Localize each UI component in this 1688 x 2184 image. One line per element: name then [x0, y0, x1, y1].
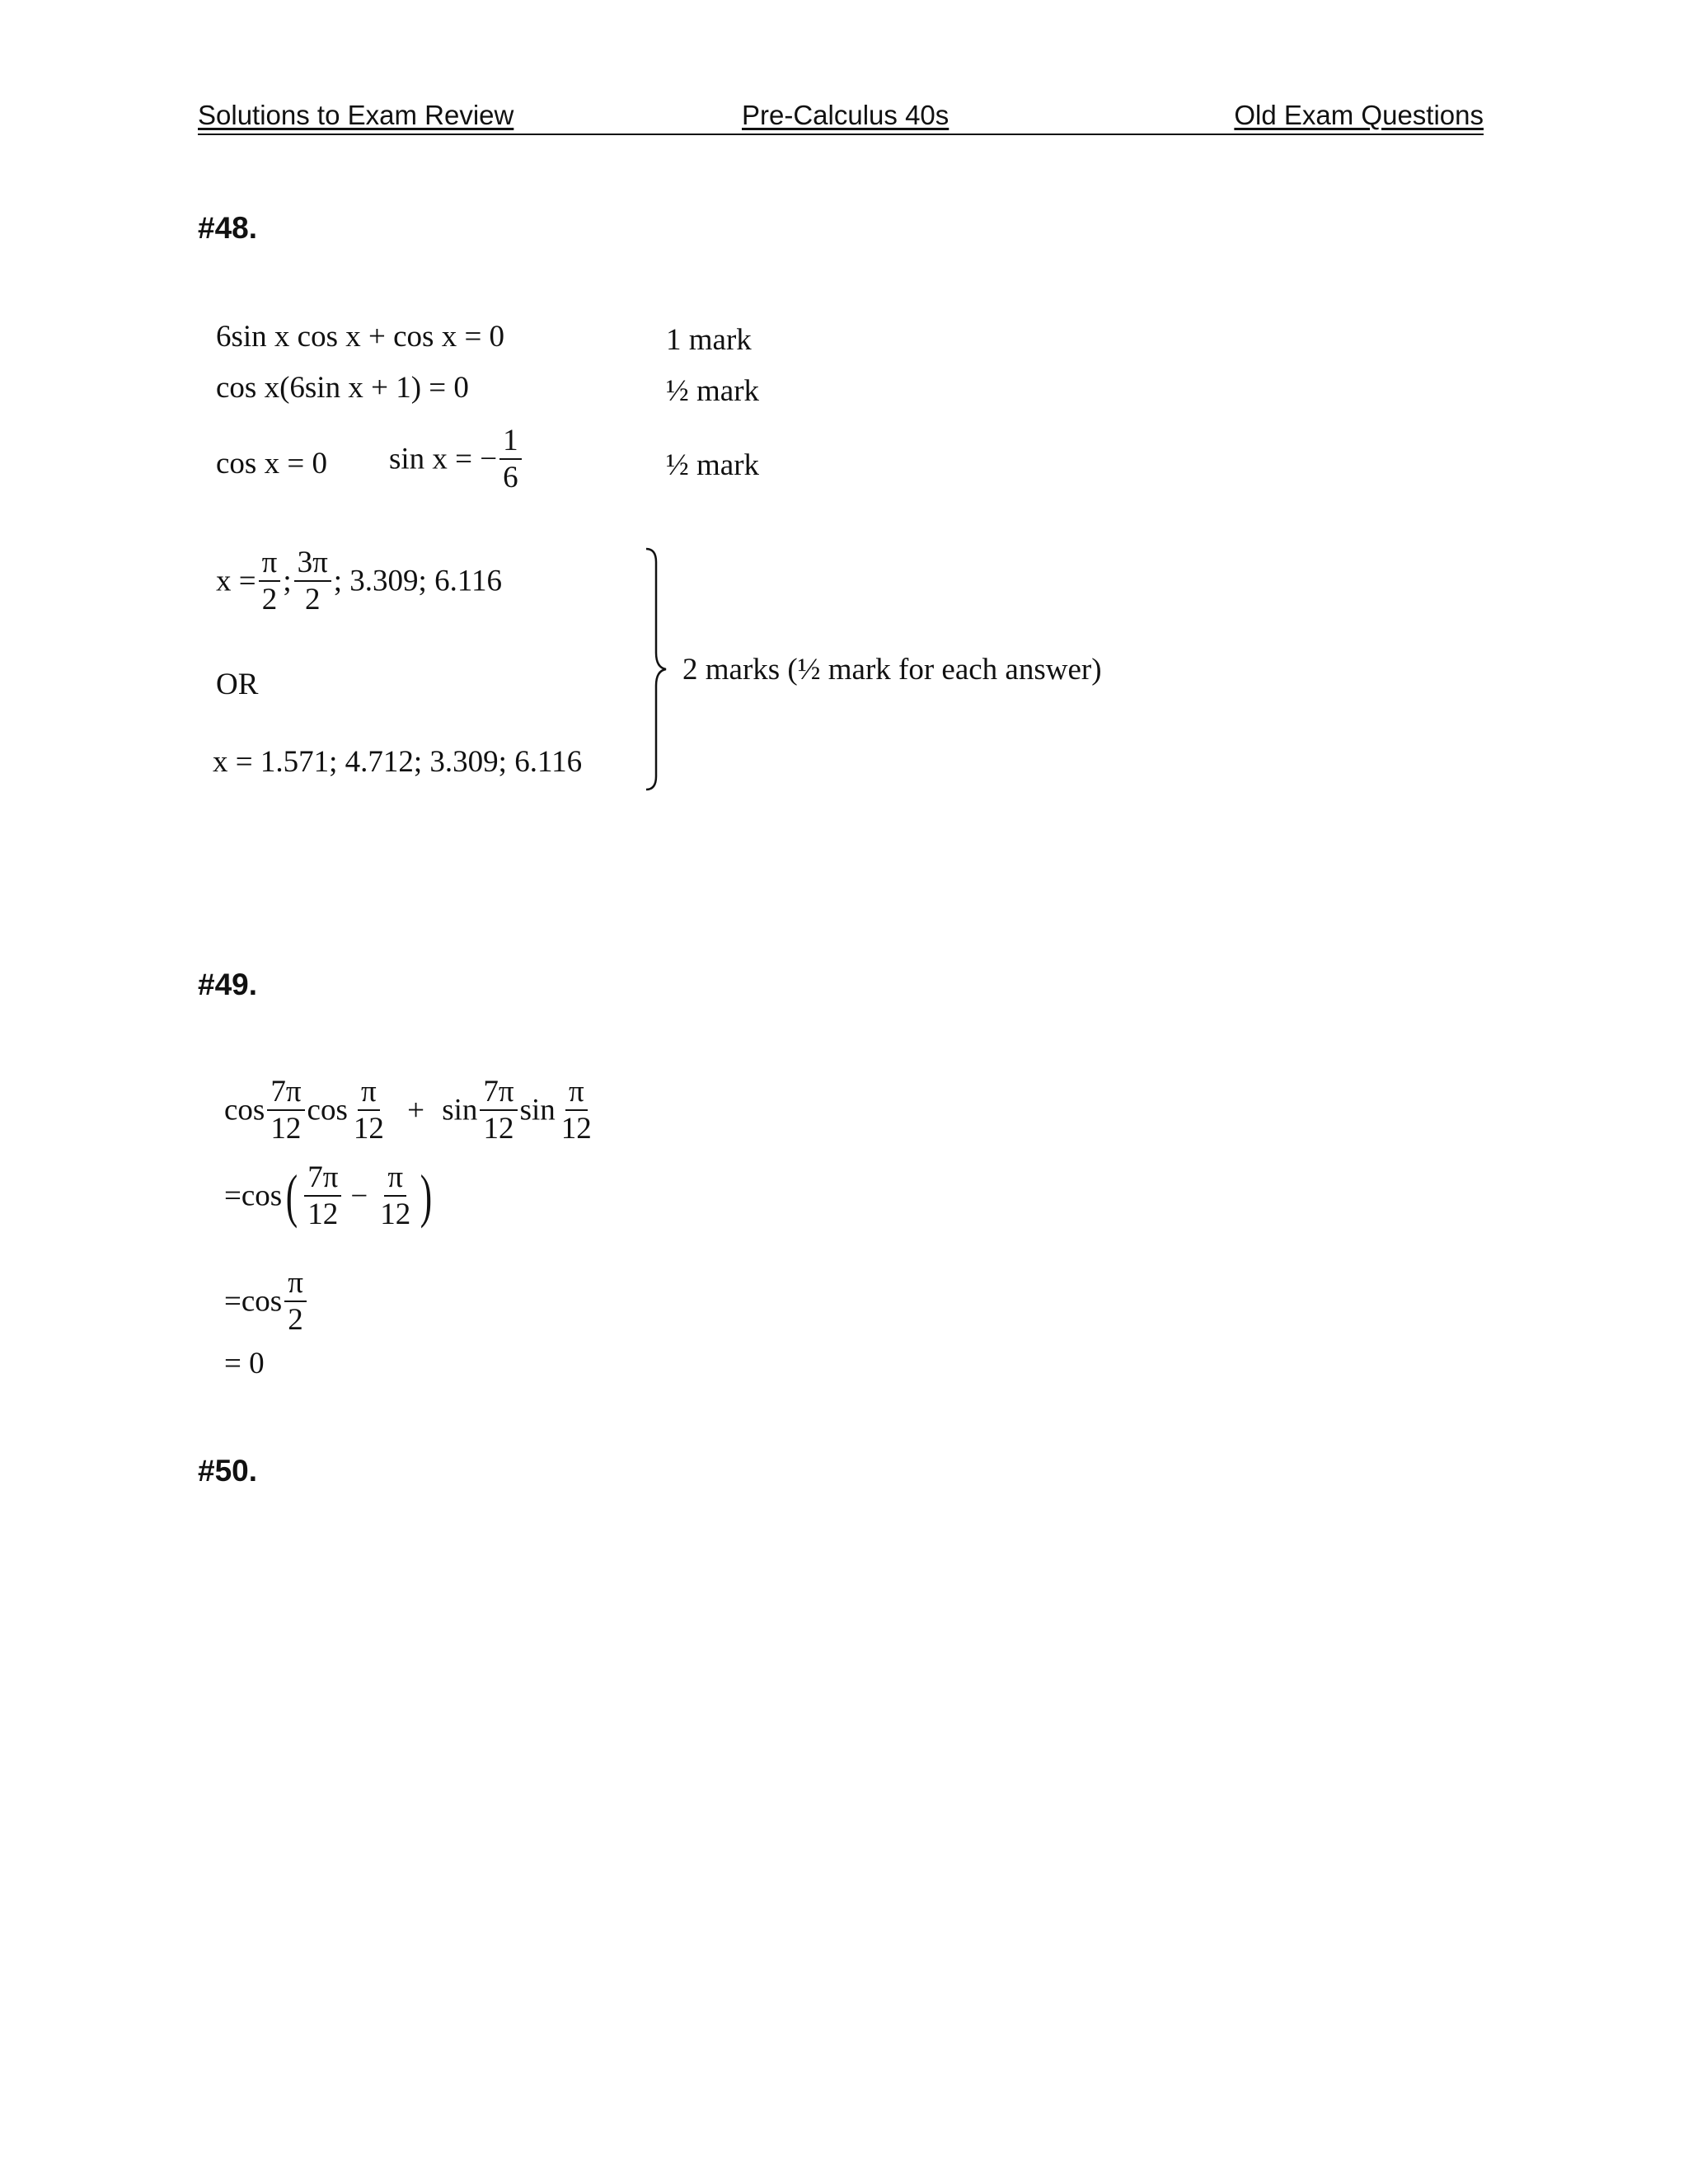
q48-brace-mark: 2 marks (½ mark for each answer)	[682, 653, 1102, 687]
q48-or: OR	[216, 668, 259, 701]
right-brace	[643, 546, 676, 793]
q49-line4: = 0	[224, 1347, 265, 1380]
q48-answer-exact: x = $\frac{\pi}{2}$ ; $\frac{3\pi}{2}$ ; 3.309; 6.116	[216, 546, 502, 616]
q49-line1: cos $\frac{7\pi}{12}$ cos $\frac{\pi}{12}$ + sin $\frac{7\pi}{12}$ sin $\frac{\pi}{12}$	[224, 1075, 592, 1146]
header-left: Solutions to Exam Review	[198, 100, 514, 130]
q48-line3b	[389, 425, 524, 493]
q48-line3a: cos x = 0	[216, 447, 327, 480]
question-50-number: #50.	[198, 1454, 258, 1488]
q49-line2: =cos( $\frac{7\pi}{12}$ − $\frac{\pi}{12}$ )	[224, 1160, 433, 1231]
q48-line3-mark: ½ mark	[666, 448, 760, 482]
q49-line3: =cos $\frac{\pi}{2}$	[224, 1268, 309, 1335]
question-49-number: #49.	[198, 968, 258, 1001]
question-48-number: #48.	[198, 211, 258, 245]
header-center: Pre-Calculus 40s	[742, 100, 950, 130]
q48-fraction-pi-over-2: $\frac{\pi}{2}$	[259, 547, 281, 615]
page-header	[198, 97, 1484, 135]
q48-line1: 6sin x cos x + cos x = 0	[216, 320, 505, 354]
q48-answer-decimal: x = 1.571; 4.712; 3.309; 6.116	[213, 745, 583, 779]
q48-line2: cos x(6sin x + 1) = 0	[216, 371, 469, 405]
q48-line2-mark: ½ mark	[666, 374, 760, 408]
q48-fraction-3pi-over-2: $\frac{3\pi}{2}$	[294, 547, 331, 615]
q48-line3b-prefix: sin x = −	[389, 442, 498, 476]
header-right: Old Exam Questions	[1234, 100, 1484, 130]
q48-line1-mark: 1 mark	[666, 323, 752, 357]
q48-fraction-one-sixth: $\frac{1}{6}$	[499, 425, 522, 493]
